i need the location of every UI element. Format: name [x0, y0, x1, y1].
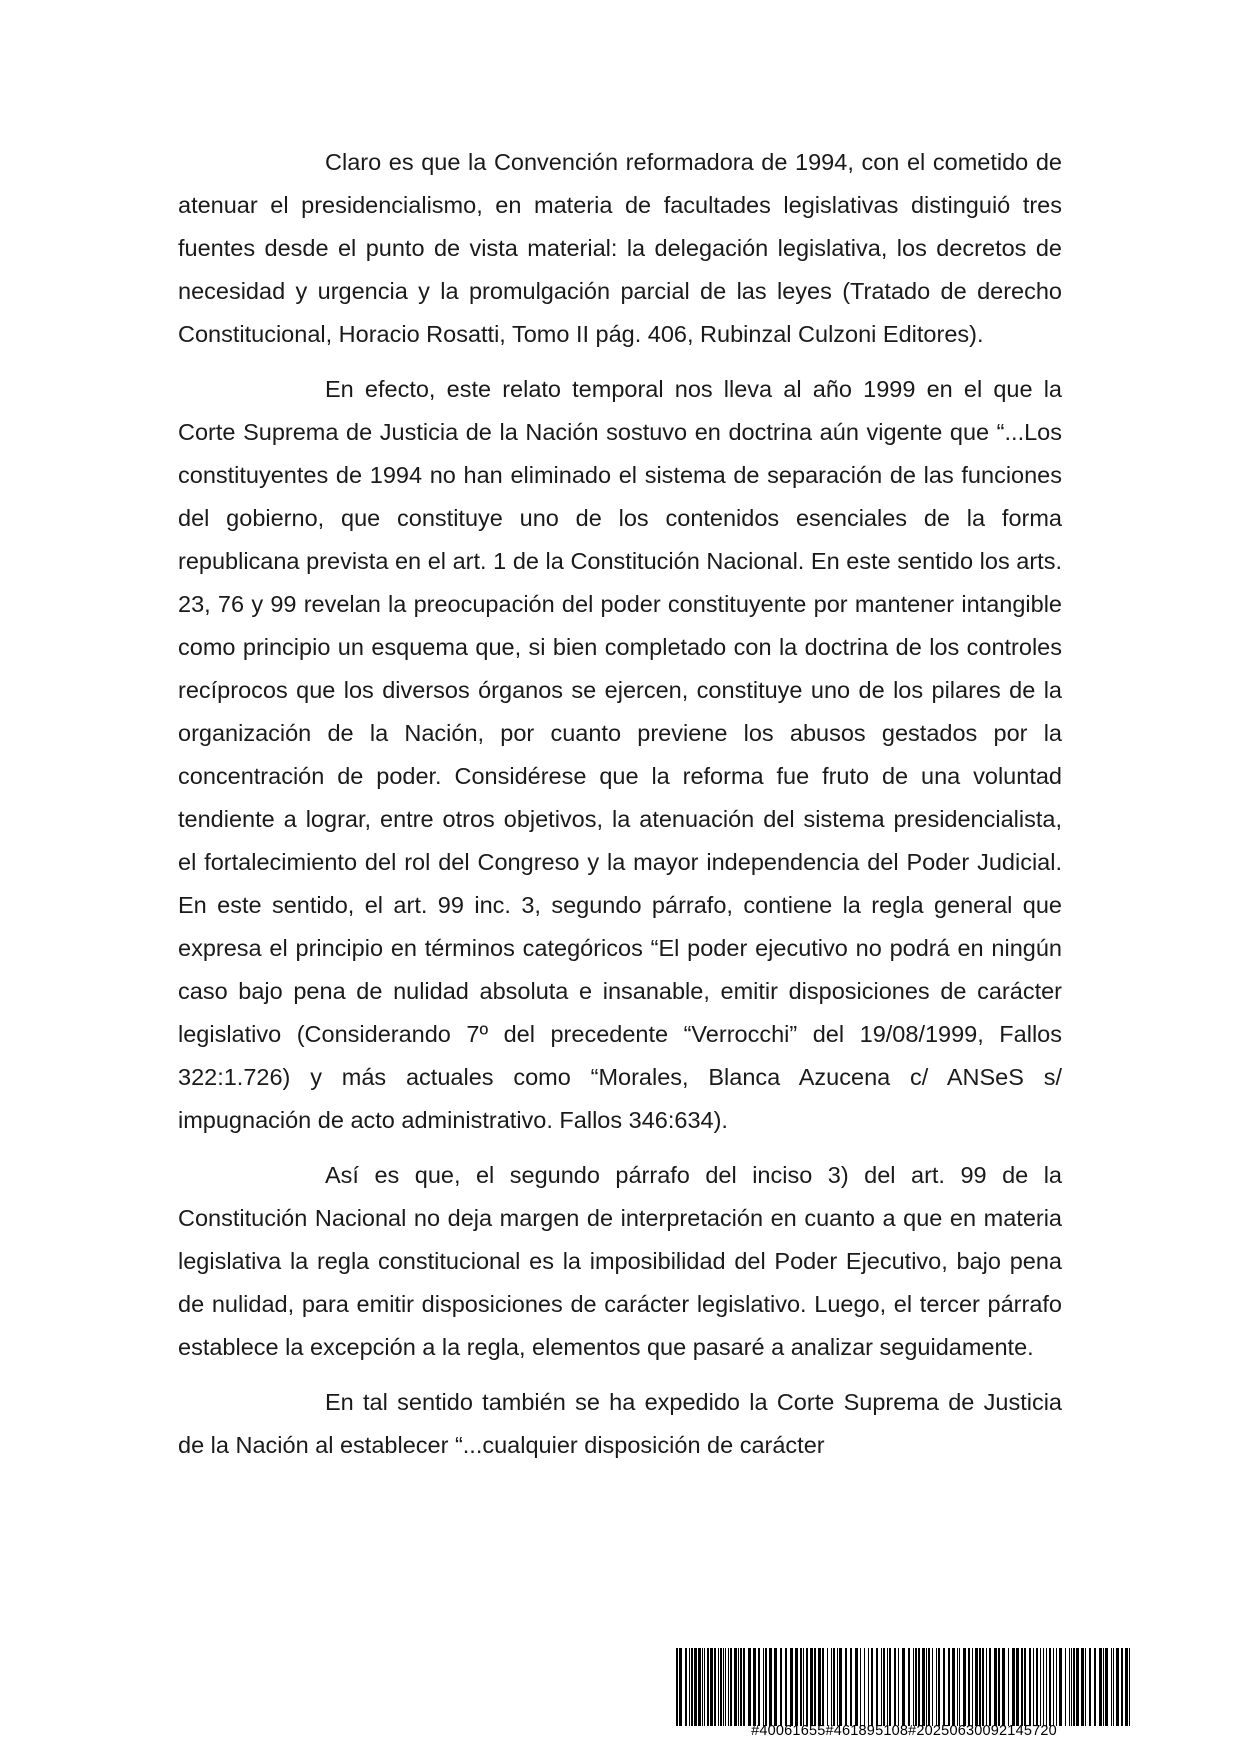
- barcode-bar: [740, 1648, 742, 1726]
- barcode-bar: [1029, 1648, 1031, 1726]
- barcode-bar: [968, 1648, 970, 1726]
- barcode-bar: [1043, 1648, 1044, 1726]
- barcode-bar: [979, 1648, 981, 1726]
- barcode-bar: [922, 1648, 925, 1726]
- barcode-bar: [738, 1648, 739, 1726]
- barcode-bar: [806, 1648, 808, 1726]
- barcode-bar: [730, 1648, 732, 1726]
- barcode-bar: [803, 1648, 804, 1726]
- barcode-bar: [818, 1648, 821, 1726]
- barcode-bar: [936, 1648, 937, 1726]
- barcode-bar: [982, 1648, 984, 1726]
- barcode-bar: [810, 1648, 813, 1726]
- barcode-bar: [694, 1648, 697, 1726]
- barcode-bar: [889, 1648, 891, 1726]
- barcode-bar: [1129, 1648, 1130, 1726]
- barcode-bar: [1111, 1648, 1112, 1726]
- barcode-bar: [948, 1648, 950, 1726]
- barcode-bar: [679, 1648, 682, 1726]
- barcode-bar: [928, 1648, 930, 1726]
- barcode-bar: [1008, 1648, 1009, 1726]
- paragraph-4: En tal sentido también se ha expedido la Corte Suprema de Justicia de la Nación al establecer “...cualquier disposición de carácter: [178, 1389, 1062, 1458]
- barcode-bar: [1094, 1648, 1096, 1726]
- barcode-bar: [1056, 1648, 1057, 1726]
- barcode-bar: [883, 1648, 885, 1726]
- barcode-bar: [957, 1648, 958, 1726]
- barcode-bar: [908, 1648, 910, 1726]
- barcode-bar: [1076, 1648, 1079, 1726]
- barcode-bar: [871, 1648, 873, 1726]
- barcode-bar: [860, 1648, 861, 1726]
- barcode-bar: [943, 1648, 945, 1726]
- barcode-bar: [1071, 1648, 1072, 1726]
- barcode-bar: [1049, 1648, 1051, 1726]
- barcode-bar: [698, 1648, 701, 1726]
- barcode-bar: [994, 1648, 997, 1726]
- barcode-bar: [780, 1648, 782, 1726]
- barcode-bar: [1033, 1648, 1034, 1726]
- barcode-bar: [827, 1648, 828, 1726]
- barcode-bar: [1081, 1648, 1084, 1726]
- barcode-bar: [881, 1648, 882, 1726]
- barcode-bar: [1012, 1648, 1015, 1726]
- barcode-bar: [774, 1648, 777, 1726]
- barcode-bar: [728, 1648, 729, 1726]
- barcode-bar: [898, 1648, 899, 1726]
- barcode-bar: [926, 1648, 927, 1726]
- barcode-bar: [691, 1648, 693, 1726]
- barcode-bar: [1113, 1648, 1114, 1726]
- barcode-bar: [864, 1648, 865, 1726]
- barcode-bar: [1125, 1648, 1128, 1726]
- barcode-bar: [913, 1648, 914, 1726]
- barcode-bar: [850, 1648, 852, 1726]
- barcode-bar: [975, 1648, 978, 1726]
- barcode-bar: [734, 1648, 737, 1726]
- barcode-bar: [1059, 1648, 1062, 1726]
- barcode-bar: [1021, 1648, 1023, 1726]
- barcode-bar: [972, 1648, 973, 1726]
- barcode-bar: [932, 1648, 933, 1726]
- barcode-bar: [1036, 1648, 1038, 1726]
- barcode-bar: [887, 1648, 888, 1726]
- barcode-bar: [1105, 1648, 1108, 1726]
- barcode-bar: [785, 1648, 787, 1726]
- barcode-bar: [837, 1648, 838, 1726]
- barcode-bar: [1002, 1648, 1005, 1726]
- barcode-bar: [1040, 1648, 1041, 1726]
- barcode-bar: [989, 1648, 991, 1726]
- barcode-bar: [1121, 1648, 1123, 1726]
- barcode-bar: [790, 1648, 793, 1726]
- paragraph-2: En efecto, este relato temporal nos lleva al año 1999 en el que la Corte Suprema de Justicia de la Nación sostuvo en doctrina aún vigente que “...Los constituyentes de 1994 no han eliminado el sistema de separación de las funciones del gobierno, que constituye uno de los contenidos esenciales de la forma republicana prevista en el art. 1 de la Constitución Nacional. En este sentido los arts. 23, 76 y 99 revelan la preocupación del poder constituyente por mantener intangible como principio un esquema que, si bien completado con la doctrina de los controles recíprocos que los diversos órganos se ejercen, constituye uno de los pilares de la organización de la Nación, por cuanto previene los abusos gestados por la concentración de poder. Considérese que la reforma fue fruto de una voluntad tendiente a lograr, entre otros objetivos, la atenuación del sistema presidencialista, el fortalecimiento del rol del Congreso y la mayor independencia del Poder Judicial. En este sentido, el art. 99 inc. 3, segundo párrafo, contiene la regla general que expresa el principio en términos categóricos “El poder ejecutivo no podrá en ningún caso bajo pena de nulidad absoluta e insanable, emitir disposiciones de carácter legislativo (Considerando 7º del precedente “Verrocchi” del 19/08/1999, Fallos 322:1.726) y más actuales como “Morales, Blanca Azucena c/ ANSeS s/ impugnación de acto administrativo. Fallos 346:634).: [178, 376, 1062, 1133]
- barcode-number: #40061655#461895108#20250630092145720: [751, 1723, 1057, 1739]
- barcode-bar: [839, 1648, 842, 1726]
- barcode-bar: [894, 1648, 896, 1726]
- barcode-bar: [1016, 1648, 1019, 1726]
- barcode-bar: [1024, 1648, 1026, 1726]
- barcode-bar: [959, 1648, 960, 1726]
- barcode-bar: [822, 1648, 824, 1726]
- barcode-bar: [918, 1648, 920, 1726]
- barcode-bar: [769, 1648, 772, 1726]
- barcode-bar: [710, 1648, 713, 1726]
- document-body: [178, 141, 1062, 1479]
- barcode-bar: [795, 1648, 798, 1726]
- barcode-bar: [753, 1648, 756, 1726]
- barcode-bar: [938, 1648, 940, 1726]
- barcode-bar: [845, 1648, 847, 1726]
- barcode-bar: [704, 1648, 705, 1726]
- barcode-bar: [1089, 1648, 1091, 1726]
- barcode-bar: [963, 1648, 966, 1726]
- barcode-bar: [831, 1648, 832, 1726]
- paragraph-3: Así es que, el segundo párrafo del inciso 3) del art. 99 de la Constitución Nacional no deja margen de interpretación en cuanto a que en materia legislativa la regla constitucional es la imposibilidad del Poder Ejecutivo, bajo pena de nulidad, para emitir disposiciones de carácter legislativo. Luego, el tercer párrafo establece la excepción a la regla, elementos que pasaré a analizar seguidamente.: [178, 1162, 1062, 1360]
- barcode-bar: [833, 1648, 835, 1726]
- barcode-bar: [702, 1648, 703, 1726]
- barcode-bar: [800, 1648, 802, 1726]
- barcode-bar: [1103, 1648, 1104, 1726]
- barcode-bar: [1073, 1648, 1075, 1726]
- barcode-bar: [748, 1648, 751, 1726]
- barcode-footer: [674, 1648, 1134, 1744]
- barcode-bar: [1085, 1648, 1086, 1726]
- barcode-bar: [1065, 1648, 1066, 1726]
- barcode-bar: [902, 1648, 905, 1726]
- barcode-bar: [725, 1648, 726, 1726]
- barcode-bar: [1099, 1648, 1102, 1726]
- barcode-bar: [765, 1648, 767, 1726]
- barcode-image: [674, 1648, 1134, 1726]
- barcode-bar: [868, 1648, 869, 1726]
- barcode-bar: [876, 1648, 878, 1726]
- barcode-bar: [723, 1648, 724, 1726]
- barcode-bar: [763, 1648, 764, 1726]
- barcode-bar: [743, 1648, 745, 1726]
- barcode-bar: [758, 1648, 760, 1726]
- paragraph-1: Claro es que la Convención reformadora de 1994, con el cometido de atenuar el presidencialismo, en materia de facultades legislativas distinguió tres fuentes desde el punto de vista material: la delegación legislativa, los decretos de necesidad y urgencia y la promulgación parcial de las leyes (Tratado de derecho Constitucional, Horacio Rosatti, Tomo II pág. 406, Rubinzal Culzoni Editores).: [178, 149, 1062, 347]
- barcode-bar: [952, 1648, 955, 1726]
- barcode-bar: [707, 1648, 709, 1726]
- barcode-bar: [915, 1648, 917, 1726]
- barcode-bar: [685, 1648, 687, 1726]
- barcode-bar: [1046, 1648, 1047, 1726]
- barcode-bar: [1053, 1648, 1054, 1726]
- barcode-bar: [718, 1648, 719, 1726]
- barcode-bar: [1116, 1648, 1119, 1726]
- barcode-bar: [689, 1648, 690, 1726]
- barcode-bar: [1069, 1648, 1070, 1726]
- barcode-bar: [855, 1648, 858, 1726]
- barcode-bar: [998, 1648, 1000, 1726]
- barcode-bar: [676, 1648, 678, 1726]
- barcode-bar: [814, 1648, 816, 1726]
- barcode-bar: [714, 1648, 716, 1726]
- barcode-bar: [720, 1648, 722, 1726]
- barcode-bar: [986, 1648, 987, 1726]
